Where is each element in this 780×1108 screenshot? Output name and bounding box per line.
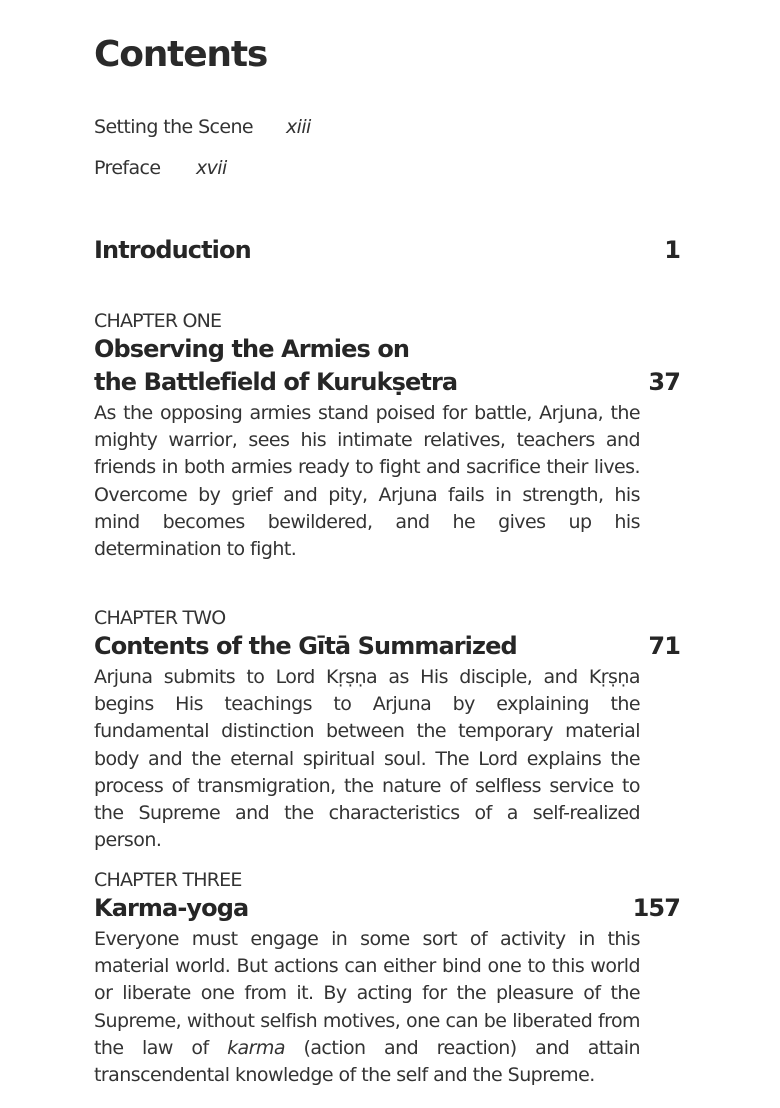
toc-entry-preface[interactable] [94, 157, 227, 179]
chapter-title [94, 892, 680, 925]
chapter-title-line1: Observing the Armies on [94, 335, 410, 363]
toc-chapter-one[interactable] [94, 309, 680, 563]
chapter-title [94, 630, 680, 663]
toc-entry-label: Setting the Scene [94, 116, 254, 138]
toc-entry-page: xiii [286, 116, 311, 138]
chapter-description [94, 926, 640, 1089]
toc-entry-introduction[interactable] [94, 236, 680, 264]
chapter-title-line1: Contents of the Gītā Summarized [94, 632, 517, 660]
toc-entry-label: Introduction [94, 236, 251, 264]
chapter-page: 157 [632, 894, 680, 922]
chapter-description: As the opposing armies stand poised for battle, Arjuna, the mighty warrior, sees his intimate relatives, teachers and friends in both armies ready to fight and sacrifice their lives. Overcome by grief and pity, Arjuna fails in strength, his mind becomes bewildered, and he gives up his determination to fight. [94, 402, 640, 561]
toc-entry-page: xvii [196, 157, 227, 179]
chapter-label: CHAPTER ONE [94, 310, 222, 332]
chapter-page: 37 [648, 368, 680, 396]
page-title: Contents [94, 34, 268, 75]
chapter-title-line1: Karma-yoga [94, 894, 249, 922]
description-italic-term: karma [227, 1036, 285, 1059]
chapter-description: Arjuna submits to Lord Kṛṣṇa as His disciple, and Kṛṣṇa begins His teachings to Arjuna by explaining the fundamental distinction between the temporary material body and the eternal spiritual soul. The Lord explains the process of transmigration, the nature of selfless service to the Supreme and the characteristics of a self-realized person. [94, 666, 640, 852]
chapter-title [94, 333, 680, 399]
toc-chapter-two[interactable] [94, 606, 680, 854]
chapter-page: 71 [648, 632, 680, 660]
chapter-label: CHAPTER THREE [94, 869, 242, 891]
toc-entry-label: Preface [94, 157, 161, 179]
chapter-label: CHAPTER TWO [94, 607, 226, 629]
toc-entry-page: 1 [664, 236, 680, 264]
description-text: (action and reaction) and attain transcendental knowledge of the self and the Supreme. [94, 1036, 640, 1087]
toc-entry-setting-the-scene[interactable] [94, 116, 311, 138]
chapter-title-line2: the Battlefield of Kurukṣetra [94, 368, 458, 396]
toc-chapter-three[interactable] [94, 868, 680, 1089]
description-text: Everyone must engage in some sort of activity in this material world. But actions can either bind one to this world or liberate one from it. By acting for the pleasure of the Supreme, without selfish motives, one can be liberated from the law of [94, 928, 640, 1059]
